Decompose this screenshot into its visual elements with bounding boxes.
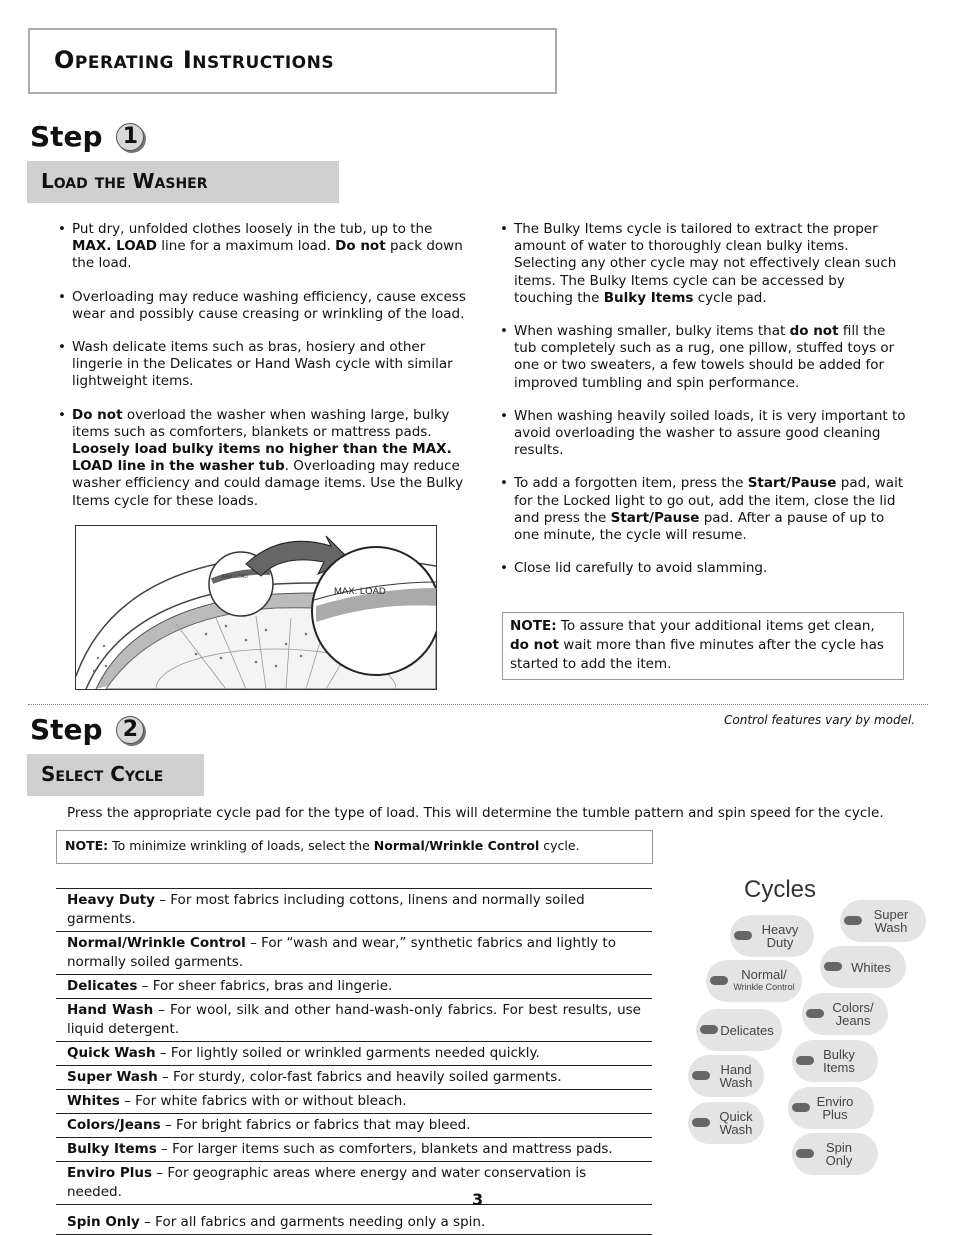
pad-label-line: Delicates [720, 1022, 774, 1038]
pad-label-line: Duty [766, 935, 794, 950]
bold-text: MAX. LOAD [72, 238, 158, 255]
cycle-name: Heavy Duty [67, 892, 155, 908]
text-run: overload the washer when washing large, bulky items such as comforters, blankets or mattress pads. [72, 406, 450, 440]
quick-wash-pad[interactable] [688, 1102, 764, 1144]
bulky-items-pad[interactable] [792, 1040, 878, 1082]
bold-text: Bulky Items [603, 289, 694, 306]
colors-jeans-pad[interactable] [802, 993, 888, 1035]
cycle-description: – For bright fabrics or fabrics that may bleed. [160, 1117, 471, 1133]
pad-label-line: Enviro [816, 1094, 854, 1109]
cycle-name: Spin Only [67, 1214, 140, 1230]
cycle-name: Delicates [67, 978, 138, 994]
cycle-name: Enviro Plus [67, 1165, 153, 1181]
text-run: pad, wait for the Locked light to go out, add the item, close the lid and press the [514, 475, 904, 526]
pad-label-line: Bulky [823, 1047, 855, 1062]
step-1-note [502, 612, 904, 680]
pad-label [733, 968, 794, 994]
pad-label [826, 1141, 853, 1167]
delicates-pad[interactable] [696, 1009, 782, 1051]
cycle-row-spin-only [56, 1204, 652, 1235]
text-run: Close lid carefully to avoid slamming. [514, 560, 768, 577]
text-run: When washing smaller, bulky items that [514, 323, 790, 340]
bullet-item [58, 221, 466, 273]
bullet-item [58, 289, 466, 323]
hand-wash-pad[interactable] [688, 1055, 764, 1097]
super-wash-indicator-icon [844, 916, 862, 925]
colors-jeans-indicator-icon [806, 1009, 824, 1018]
text-run: To minimize wrinkling of loads, select the [108, 838, 374, 853]
pad-label [720, 1024, 773, 1037]
spin-only-pad[interactable] [792, 1133, 878, 1175]
pad-label-line: Normal/ [741, 967, 787, 982]
super-wash-pad[interactable] [840, 900, 926, 942]
pad-label-line: Whites [851, 959, 891, 975]
bold-text: Loosely load bulky items no higher than the MAX. LOAD line in the washer tub [72, 441, 452, 475]
bullet-item [500, 560, 908, 577]
text-run: Wash delicate items such as bras, hosiery and other lingerie in the Delicates or Hand Wash cycle with similar lightweight items. [72, 339, 453, 390]
step-1-right-list [500, 221, 908, 593]
cycle-row-hand-wash [56, 998, 652, 1041]
pad-label-line: Wash [719, 1122, 753, 1137]
cycle-row-delicates [56, 974, 652, 998]
bullet-item [500, 221, 908, 307]
bullet-item [500, 408, 908, 460]
text-run: cycle. [539, 838, 580, 853]
text-run: The Bulky Items cycle is tailored to extract the proper amount of water to thoroughly clean bulky items. Selecting any other cycle may not effectively clean such items. The Bulky Items cycle can be accessed by touching the [514, 221, 897, 306]
pad-label-line: Super [873, 907, 909, 922]
cycle-description: – For geographic areas where energy and water conservation is needed. [67, 1165, 587, 1200]
pad-label-line: Jeans [835, 1013, 871, 1028]
cycle-row-super-wash [56, 1065, 652, 1089]
normal-wrinkle-pad[interactable] [706, 960, 802, 1002]
cycle-name: Super Wash [67, 1069, 158, 1085]
bulky-items-indicator-icon [796, 1056, 814, 1065]
cycle-name: Quick Wash [67, 1045, 156, 1061]
washer-tub-drawing [76, 526, 436, 689]
cycle-row-bulky-items [56, 1137, 652, 1161]
cycle-name: Hand Wash [67, 1002, 154, 1018]
bullet-item [500, 475, 908, 544]
bold-text: do not [510, 637, 559, 653]
bold-text: Normal/Wrinkle Control [373, 838, 540, 853]
bullet-item [58, 339, 466, 391]
pad-label-line: Plus [822, 1107, 848, 1122]
cycle-name: Bulky Items [67, 1141, 157, 1157]
bold-text: NOTE: [65, 838, 109, 853]
text-run: fill the tub completely such as a rug, one pillow, stuffed toys or one or two sweaters, a few towels should be added for improved tumbling and spin performance. [514, 323, 895, 391]
max-load-illustration [75, 525, 437, 690]
bold-text: NOTE: [510, 618, 557, 634]
pad-label-line: Hand [720, 1062, 752, 1077]
pad-label-line: Heavy [761, 922, 799, 937]
text-run: pad. After a pause of up to one minute, the cycle will resume. [514, 509, 885, 544]
cycle-intro: Press the appropriate cycle pad for the type of load. This will determine the tumble pattern and spin speed for the cycle. [67, 805, 884, 821]
text-run: line for a maximum load. [157, 238, 336, 255]
pad-label-line: Quick [719, 1109, 753, 1124]
bold-text: Start/Pause [747, 475, 837, 492]
pad-label [874, 908, 909, 934]
cycle-description: – For most fabrics including cottons, linens and normally soiled garments. [67, 892, 585, 927]
cycles-panel-title: Cycles [744, 876, 817, 903]
cycle-row-heavy-duty [56, 888, 652, 931]
hand-wash-indicator-icon [692, 1071, 710, 1080]
text-run: Overloading may reduce washing efficiency, cause excess wear and possibly cause creasing or wrinkling of the load. [72, 288, 466, 322]
section-title-box [28, 28, 557, 94]
step-2-heading [30, 713, 144, 746]
step-2-note [56, 830, 653, 864]
bold-text: do not [789, 323, 839, 340]
cycle-description: – For lightly soiled or wrinkled garments needed quickly. [155, 1045, 540, 1061]
step-1-number: 1 [116, 123, 144, 151]
pad-label [817, 1095, 854, 1121]
cycle-description: – For all fabrics and garments needing only a spin. [139, 1214, 486, 1230]
pad-label [762, 923, 799, 949]
bullet-item [58, 407, 466, 510]
bold-text: Start/Pause [610, 509, 700, 526]
cycle-description: – For larger items such as comforters, blankets and mattress pads. [156, 1141, 613, 1157]
pad-label-line: Items [823, 1060, 855, 1075]
enviro-plus-indicator-icon [792, 1103, 810, 1112]
step-divider [28, 704, 928, 705]
cycle-row-normal [56, 931, 652, 974]
normal-indicator-icon [710, 976, 728, 985]
cycle-description: – For “wash and wear,” synthetic fabrics and lightly to normally soiled garments. [67, 935, 616, 970]
step-1-label: Step [30, 120, 103, 153]
pad-label-line: Only [825, 1153, 853, 1168]
delicates-indicator-icon [700, 1025, 718, 1034]
cycle-name: Whites [67, 1093, 120, 1109]
cycle-description: – For wool, silk and other hand-wash-only fabrics. For best results, use liquid detergent. [67, 1002, 641, 1037]
pad-label [851, 961, 891, 974]
model-note: Control features vary by model. [724, 713, 916, 727]
small-max-load-label: MAX LOAD [222, 574, 248, 580]
step-2-label: Step [30, 713, 103, 746]
enviro-plus-pad[interactable] [788, 1087, 874, 1129]
whites-indicator-icon [824, 962, 842, 971]
text-run: cycle pad. [693, 289, 767, 306]
bold-text: Do not [72, 406, 123, 423]
text-run: Put dry, unfolded clothes loosely in the tub, up to the [72, 221, 433, 237]
pad-label [720, 1063, 753, 1089]
whites-pad[interactable] [820, 946, 906, 988]
pad-label [832, 1001, 873, 1027]
page-number: 3 [472, 1190, 484, 1209]
text-run: To assure that your additional items get clean, [556, 618, 875, 634]
pad-label [719, 1110, 752, 1136]
pad-label-line: Wash [719, 1075, 753, 1090]
step-1-heading [30, 120, 144, 153]
text-run: When washing heavily soiled loads, it is very important to avoid overloading the washer to assure good cleaning results. [514, 407, 906, 459]
cycle-row-enviro-plus [56, 1161, 652, 1204]
page-title: Operating Instructions [54, 46, 335, 74]
cycle-name: Colors/Jeans [67, 1117, 161, 1133]
heavy-duty-indicator-icon [734, 931, 752, 940]
pad-label [823, 1048, 855, 1074]
step-2-section-title: Select Cycle [27, 754, 204, 796]
cycle-row-colors-jeans [56, 1113, 652, 1137]
cycle-description: – For sturdy, color-fast fabrics and heavily soiled garments. [157, 1069, 562, 1085]
cycle-name: Normal/Wrinkle Control [67, 935, 246, 951]
cycle-table [56, 888, 652, 1235]
text-run: . Overloading may reduce washer efficiency and could damage items. Use the Bulky Items cycle for these loads. [72, 458, 464, 509]
pad-label-line: Wash [874, 920, 908, 935]
pad-label-line: Colors/ [832, 1000, 874, 1015]
spin-only-indicator-icon [796, 1149, 814, 1158]
quick-wash-indicator-icon [692, 1118, 710, 1127]
step-1-left-list [58, 221, 466, 526]
bold-text: Do not [335, 238, 386, 255]
text-run: pack down the load. [72, 238, 463, 272]
heavy-duty-pad[interactable] [730, 915, 814, 957]
text-run: wait more than five minutes after the cycle has started to add the item. [510, 637, 884, 672]
pad-label-line: Spin [825, 1140, 852, 1155]
step-2-number: 2 [116, 716, 144, 744]
cycle-row-quick-wash [56, 1041, 652, 1065]
step-1-section-title: Load the Washer [27, 161, 339, 203]
cycle-row-whites [56, 1089, 652, 1113]
cycle-description: – For sheer fabrics, bras and lingerie. [137, 978, 393, 994]
pad-label-line: Wrinkle Control [733, 982, 795, 992]
max-load-label: MAX. LOAD [334, 586, 386, 597]
text-run: To add a forgotten item, press the [514, 475, 748, 492]
cycle-description: – For white fabrics with or without bleach. [119, 1093, 407, 1109]
bullet-item [500, 323, 908, 392]
